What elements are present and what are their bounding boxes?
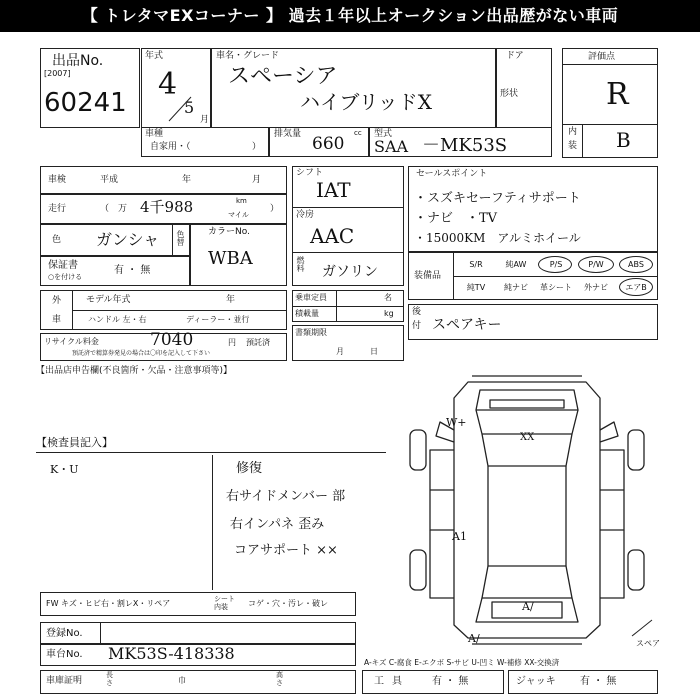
inspection-era: 平成	[100, 175, 119, 185]
rear-label-2: 付	[412, 321, 422, 331]
vehicle-type-label: 車種	[145, 129, 164, 139]
equip-ps-circle	[538, 256, 572, 273]
displacement-label: 排気量	[274, 129, 302, 139]
door-shape-box	[496, 48, 552, 128]
docs-label: 書類期限	[295, 328, 327, 337]
color-change-divider	[172, 224, 173, 256]
shape-label: 形状	[500, 89, 519, 99]
capacity-label: 乗車定員	[295, 293, 327, 302]
vehicle-type-value: 自家用・（	[150, 142, 191, 152]
inspector-line-1: 修復	[236, 461, 263, 476]
equip-sr: S/R	[469, 260, 483, 269]
equip-alloy: 純AW	[505, 260, 527, 269]
mileage-man: 万	[118, 204, 128, 214]
inspection-box	[40, 166, 287, 194]
year-label: 年式	[145, 51, 164, 61]
load-label: 積載量	[295, 309, 319, 318]
diagram-mark-spare: スペア	[636, 639, 660, 648]
diagram-mark-a1: A1	[452, 530, 467, 543]
color-label: 色	[52, 235, 62, 245]
corner-banner: 【 トレタマEXコーナー 】 過去１年以上オークション出品歴がない車両	[0, 0, 700, 32]
foreign-hdivider	[72, 310, 287, 311]
model-label: 車名・グレード	[216, 51, 280, 61]
foreign-label-top: 外	[52, 296, 62, 306]
jack-options: 有 ・ 無	[580, 676, 617, 687]
inspection-year-label: 年	[182, 175, 192, 185]
rear-value: スペアキー	[432, 317, 502, 333]
foreign-dealer-label: ディーラー・並行	[186, 315, 250, 324]
diagram-mark-xx: XX	[520, 432, 535, 443]
inspector-underline	[36, 452, 386, 453]
color-no-label: カラーNo.	[208, 227, 250, 237]
equip-abs: ABS	[628, 260, 644, 269]
lot-number: 60241	[44, 88, 127, 118]
rear-label-1: 後	[412, 307, 422, 317]
sales-point-3: ・15000KM アルミホイール	[414, 231, 581, 245]
inspector-vline	[212, 455, 213, 590]
sales-points-label: セールスポイント	[416, 169, 488, 179]
damage-row-text: FW キズ・ヒビ右・割レX・リペア	[46, 599, 171, 608]
score-label: 評価点	[588, 52, 616, 62]
sales-point-1: ・スズキセーフティサポート	[414, 191, 581, 206]
vehicle-type-paren: ）	[252, 142, 262, 152]
inspector-label: 【検査員記入】	[36, 436, 113, 449]
equip-ext-navi: 外ナビ	[584, 283, 608, 292]
tools-options: 有 ・ 無	[432, 676, 469, 687]
registration-box	[40, 622, 356, 644]
cert-row-box	[40, 670, 356, 694]
inspection-label: 車検	[48, 175, 67, 185]
shift-value: IAT	[316, 178, 351, 202]
equip-pw-circle	[578, 256, 614, 273]
mileage-label: 走行	[48, 204, 67, 214]
score-divider	[562, 64, 658, 65]
capacity-vdivider	[336, 290, 337, 322]
load-unit: kg	[384, 309, 394, 318]
color-no-value: WBA	[208, 248, 253, 269]
mileage-close: ）	[270, 204, 280, 214]
model-grade: ハイブリッドX	[300, 90, 433, 114]
registration-label: 登録No.	[46, 628, 83, 639]
foreign-handle-label: ハンドル 左・右	[88, 315, 147, 324]
door-label: ドア	[506, 51, 524, 61]
chassis-value: MK53S-418338	[108, 644, 235, 663]
warranty-note: ○を付ける	[48, 273, 83, 281]
interior-vdivider	[582, 124, 583, 158]
equipment-hdivider	[453, 276, 658, 277]
equip-pw: P/W	[588, 260, 604, 269]
inspector-ku: K・U	[50, 463, 79, 476]
recycle-value: 7040	[150, 330, 194, 350]
interior-value: B	[616, 128, 631, 152]
ac-label: 冷房	[296, 210, 315, 220]
lot-year-stamp: [2007]	[44, 69, 71, 78]
recycle-unit: 円	[228, 338, 236, 347]
year-month-label: 月	[200, 115, 210, 125]
interior-label-1: 内	[568, 127, 578, 137]
displacement-unit: cc	[354, 129, 362, 137]
foreign-year-label: 年	[226, 295, 236, 305]
displacement-value: 660	[312, 134, 345, 154]
diagram-mark-w: W+	[446, 416, 467, 429]
color-value: ガンシャ	[96, 230, 160, 249]
inspector-line-4: コアサポート ××	[234, 543, 338, 558]
recycle-note: 預託済で精算券発見の場合は〇印を記入して下さい	[72, 350, 211, 357]
inspector-line-2: 右サイドメンバー 部	[226, 489, 346, 504]
tools-label: 工具	[374, 676, 410, 687]
car-diagram	[400, 370, 670, 655]
mileage-unit-top: km	[236, 197, 247, 205]
chassis-label: 車台No.	[46, 649, 83, 660]
damage-row-sheet: シート内装	[214, 595, 235, 611]
model-name: スペーシア	[228, 64, 338, 89]
capacity-unit: 名	[384, 293, 392, 302]
damage-legend: A-キズ C-腐食 E-エクボ S-サビ U-凹ミ W-補修 XX-交換済	[364, 658, 560, 667]
foreign-label-bottom: 車	[52, 315, 62, 325]
recycle-status: 預託済	[246, 338, 270, 347]
cert-row-a: 長さ	[106, 671, 113, 687]
ac-value: AAC	[310, 224, 355, 248]
year-slash	[165, 95, 195, 125]
interior-label-2: 装	[568, 141, 578, 151]
model-code-prefix: SAA	[374, 137, 409, 156]
diagram-mark-a1b: A/	[522, 600, 534, 613]
capacity-divider	[292, 306, 404, 307]
fuel-label: 燃料	[296, 256, 305, 272]
damage-row-tail: コゲ・穴・汚レ・破レ	[248, 599, 328, 608]
shift-label: シフト	[296, 168, 324, 178]
warranty-options: 有 ・ 無	[114, 265, 151, 276]
foreign-model-year-label: モデル年式	[86, 295, 131, 305]
model-code-label: 型式	[374, 129, 393, 139]
fuel-value: ガソリン	[322, 264, 378, 280]
year-month: 5	[184, 98, 195, 117]
equip-ps: P/S	[549, 260, 563, 269]
cert-row-c: 高さ	[276, 671, 283, 687]
equip-airbag: エアB	[625, 283, 647, 292]
inspection-month-label: 月	[252, 175, 262, 185]
interior-divider	[562, 124, 658, 125]
cert-row-b: 巾	[178, 676, 186, 685]
equip-airbag-circle	[619, 278, 653, 296]
shift-divider	[292, 207, 404, 208]
notes-label: 【出品店申告欄(不良箇所・欠品・注意事項等)】	[36, 366, 233, 376]
year-value: 4	[158, 67, 178, 102]
color-change-label: 色替	[176, 230, 185, 246]
mileage-open: （	[100, 204, 110, 214]
mileage-unit-bottom: マイル	[228, 211, 249, 219]
inspector-line-3: 右インパネ 歪み	[230, 517, 325, 532]
equip-leather: 革シート	[540, 283, 572, 292]
mileage-value: 4千988	[140, 198, 194, 216]
jack-label: ジャッキ	[516, 676, 556, 687]
model-code-value: －MK53S	[422, 135, 508, 156]
lot-label: 出品No.	[52, 53, 104, 69]
ac-divider	[292, 252, 404, 253]
equip-tv: 純TV	[466, 283, 486, 292]
equipment-label: 装備品	[414, 271, 442, 281]
recycle-label: リサイクル料金	[44, 337, 99, 346]
cert-row-label: 車庫証明	[46, 676, 83, 686]
warranty-label: 保証書	[48, 260, 78, 271]
equip-navi: 純ナビ	[504, 283, 528, 292]
sales-point-2: ・ナビ ・TV	[414, 211, 498, 226]
equip-abs-circle	[619, 256, 653, 273]
diagram-mark-a1c: A/	[468, 632, 480, 645]
docs-unit: 月日	[336, 347, 404, 356]
score-value: R	[606, 77, 629, 112]
